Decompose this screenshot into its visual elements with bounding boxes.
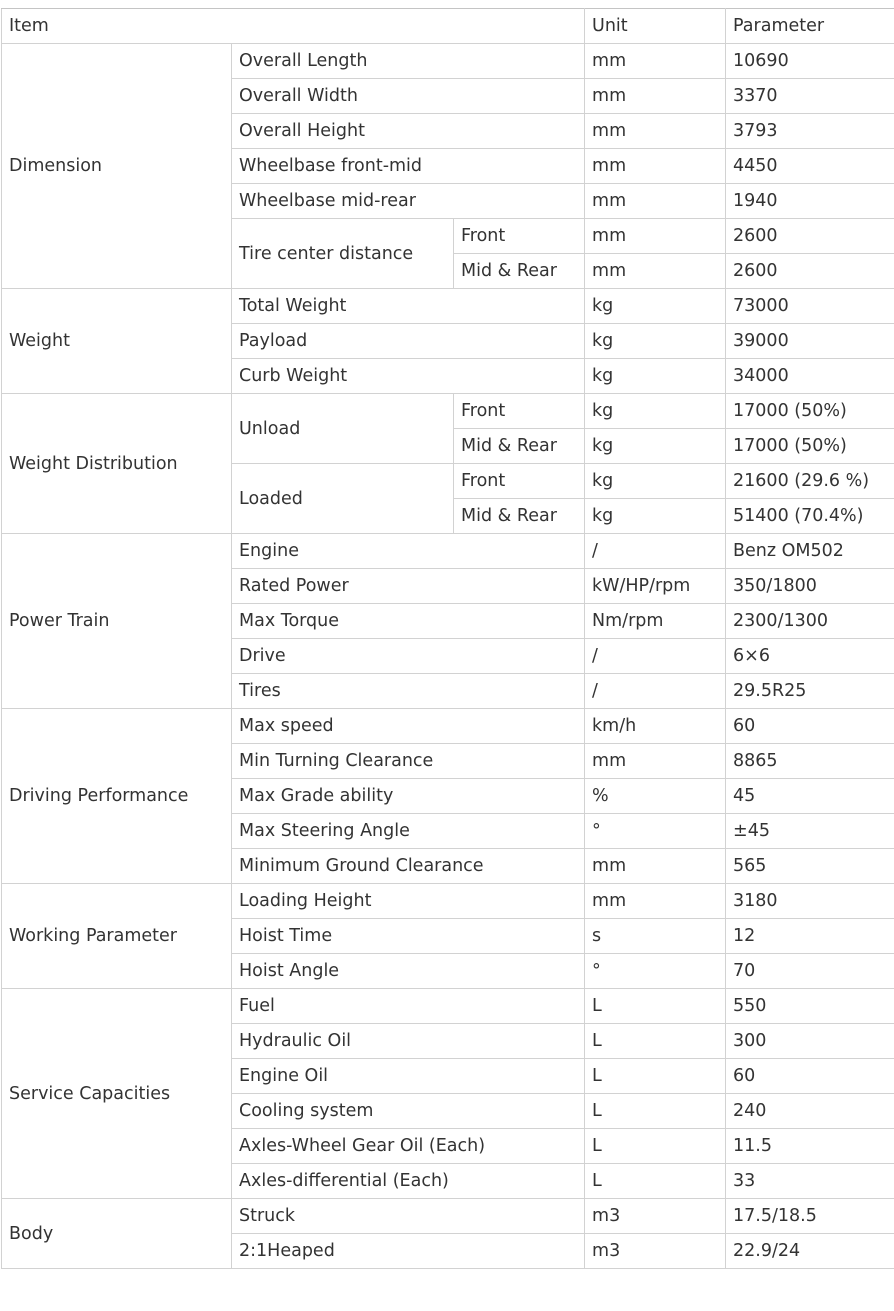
value-cell: 39000 — [726, 324, 894, 359]
unit-cell: m3 — [585, 1234, 726, 1269]
unit-cell: L — [585, 1059, 726, 1094]
header-parameter: Parameter — [726, 9, 894, 44]
item-label: Overall Length — [232, 44, 585, 79]
table-row — [2, 394, 894, 429]
unit-cell: mm — [585, 184, 726, 219]
item-label: Drive — [232, 639, 585, 674]
unit-cell: mm — [585, 79, 726, 114]
value-cell: 300 — [726, 1024, 894, 1059]
item-label: Overall Height — [232, 114, 585, 149]
unit-cell: kW/HP/rpm — [585, 569, 726, 604]
header-item: Item — [2, 9, 585, 44]
group-label: Service Capacities — [2, 989, 232, 1199]
item-label: Overall Width — [232, 79, 585, 114]
value-cell: 17.5/18.5 — [726, 1199, 894, 1234]
group-label: Body — [2, 1199, 232, 1269]
value-cell: 1940 — [726, 184, 894, 219]
table-row — [2, 884, 894, 919]
spec-table-body — [2, 9, 894, 1269]
unit-cell: kg — [585, 289, 726, 324]
unit-cell: L — [585, 1164, 726, 1199]
group-label: Weight — [2, 289, 232, 394]
table-row — [2, 709, 894, 744]
unit-cell: mm — [585, 219, 726, 254]
group-label: Driving Performance — [2, 709, 232, 884]
item-label: Loaded — [232, 464, 454, 534]
item-label: Total Weight — [232, 289, 585, 324]
value-cell: Benz OM502 — [726, 534, 894, 569]
unit-cell: mm — [585, 114, 726, 149]
value-cell: 12 — [726, 919, 894, 954]
sub-item-label: Front — [454, 394, 585, 429]
unit-cell: L — [585, 1024, 726, 1059]
value-cell: 70 — [726, 954, 894, 989]
value-cell: 73000 — [726, 289, 894, 324]
item-label: Min Turning Clearance — [232, 744, 585, 779]
sub-item-label: Mid & Rear — [454, 499, 585, 534]
table-row — [2, 534, 894, 569]
table-row — [2, 989, 894, 1024]
unit-cell: kg — [585, 394, 726, 429]
value-cell: 17000 (50%) — [726, 394, 894, 429]
value-cell: 21600 (29.6 %) — [726, 464, 894, 499]
group-label: Power Train — [2, 534, 232, 709]
item-label: Loading Height — [232, 884, 585, 919]
value-cell: 4450 — [726, 149, 894, 184]
value-cell: 33 — [726, 1164, 894, 1199]
unit-cell: mm — [585, 44, 726, 79]
value-cell: 3793 — [726, 114, 894, 149]
unit-cell: kg — [585, 499, 726, 534]
unit-cell: mm — [585, 849, 726, 884]
item-label: Tire center distance — [232, 219, 454, 289]
item-label: Axles-Wheel Gear Oil (Each) — [232, 1129, 585, 1164]
value-cell: ±45 — [726, 814, 894, 849]
item-label: Max speed — [232, 709, 585, 744]
value-cell: 60 — [726, 1059, 894, 1094]
sub-item-label: Mid & Rear — [454, 254, 585, 289]
unit-cell: kg — [585, 464, 726, 499]
value-cell: 550 — [726, 989, 894, 1024]
value-cell: 51400 (70.4%) — [726, 499, 894, 534]
value-cell: 2600 — [726, 219, 894, 254]
unit-cell: mm — [585, 149, 726, 184]
item-label: Engine — [232, 534, 585, 569]
value-cell: 45 — [726, 779, 894, 814]
item-label: Fuel — [232, 989, 585, 1024]
item-label: Max Grade ability — [232, 779, 585, 814]
unit-cell: Nm/rpm — [585, 604, 726, 639]
value-cell: 565 — [726, 849, 894, 884]
table-row — [2, 1199, 894, 1234]
item-label: Cooling system — [232, 1094, 585, 1129]
value-cell: 350/1800 — [726, 569, 894, 604]
item-label: Hoist Angle — [232, 954, 585, 989]
unit-cell: mm — [585, 884, 726, 919]
item-label: Tires — [232, 674, 585, 709]
table-row — [2, 44, 894, 79]
value-cell: 34000 — [726, 359, 894, 394]
unit-cell: kg — [585, 324, 726, 359]
value-cell: 22.9/24 — [726, 1234, 894, 1269]
sub-item-label: Front — [454, 464, 585, 499]
table-row — [2, 289, 894, 324]
unit-cell: m3 — [585, 1199, 726, 1234]
unit-cell: % — [585, 779, 726, 814]
item-label: Axles-differential (Each) — [232, 1164, 585, 1199]
item-label: Hoist Time — [232, 919, 585, 954]
unit-cell: L — [585, 1094, 726, 1129]
item-label: Payload — [232, 324, 585, 359]
item-label: 2:1Heaped — [232, 1234, 585, 1269]
unit-cell: mm — [585, 744, 726, 779]
unit-cell: kg — [585, 429, 726, 464]
group-label: Dimension — [2, 44, 232, 289]
value-cell: 3370 — [726, 79, 894, 114]
unit-cell: s — [585, 919, 726, 954]
item-label: Max Steering Angle — [232, 814, 585, 849]
item-label: Engine Oil — [232, 1059, 585, 1094]
value-cell: 29.5R25 — [726, 674, 894, 709]
unit-cell: L — [585, 1129, 726, 1164]
unit-cell: / — [585, 674, 726, 709]
item-label: Hydraulic Oil — [232, 1024, 585, 1059]
value-cell: 2600 — [726, 254, 894, 289]
unit-cell: km/h — [585, 709, 726, 744]
header-row — [2, 9, 894, 44]
item-label: Max Torque — [232, 604, 585, 639]
item-label: Minimum Ground Clearance — [232, 849, 585, 884]
value-cell: 17000 (50%) — [726, 429, 894, 464]
value-cell: 240 — [726, 1094, 894, 1129]
item-label: Wheelbase front-mid — [232, 149, 585, 184]
item-label: Struck — [232, 1199, 585, 1234]
value-cell: 60 — [726, 709, 894, 744]
value-cell: 2300/1300 — [726, 604, 894, 639]
value-cell: 11.5 — [726, 1129, 894, 1164]
group-label: Working Parameter — [2, 884, 232, 989]
value-cell: 10690 — [726, 44, 894, 79]
value-cell: 6×6 — [726, 639, 894, 674]
unit-cell: ° — [585, 814, 726, 849]
group-label: Weight Distribution — [2, 394, 232, 534]
unit-cell: L — [585, 989, 726, 1024]
sub-item-label: Front — [454, 219, 585, 254]
item-label: Rated Power — [232, 569, 585, 604]
value-cell: 3180 — [726, 884, 894, 919]
unit-cell: mm — [585, 254, 726, 289]
item-label: Wheelbase mid-rear — [232, 184, 585, 219]
unit-cell: kg — [585, 359, 726, 394]
spec-table — [1, 8, 894, 1269]
value-cell: 8865 — [726, 744, 894, 779]
item-label: Curb Weight — [232, 359, 585, 394]
item-label: Unload — [232, 394, 454, 464]
header-unit: Unit — [585, 9, 726, 44]
unit-cell: ° — [585, 954, 726, 989]
unit-cell: / — [585, 534, 726, 569]
unit-cell: / — [585, 639, 726, 674]
sub-item-label: Mid & Rear — [454, 429, 585, 464]
